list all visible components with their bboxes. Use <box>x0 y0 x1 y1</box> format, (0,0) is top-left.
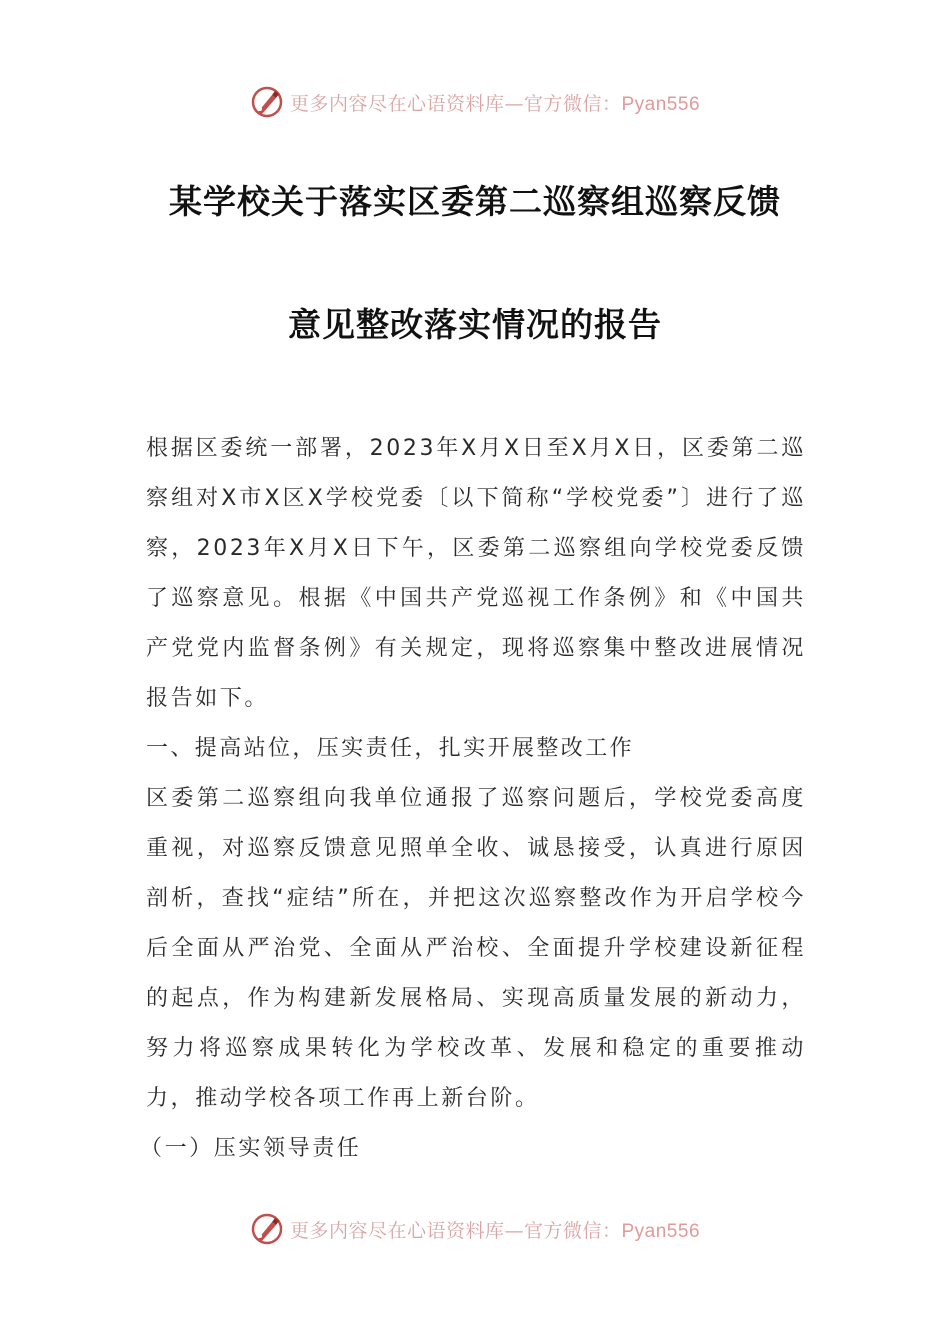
pen-logo-icon <box>250 85 284 119</box>
watermark-footer <box>0 1209 950 1249</box>
document-title-line2: 意见整改落实情况的报告 <box>288 305 662 344</box>
watermark-text <box>290 1216 700 1243</box>
pen-logo-icon <box>250 1212 284 1246</box>
watermark-wechat-id: Pyan556 <box>621 1220 701 1242</box>
watermark-label: 更多内容尽在心语资料库—官方微信： <box>289 1219 622 1242</box>
section-heading: 一、提高站位，压实责任，扎实开展整改工作 <box>146 736 635 761</box>
subsection-heading: （一）压实领导责任 <box>140 1136 362 1161</box>
watermark-header <box>0 82 950 122</box>
watermark-wechat-id: Pyan556 <box>621 93 701 115</box>
section-paragraph: 区委第二巡察组向我单位通报了巡察问题后，学校党委高度重视，对巡察反馈意见照单全收、诚恳接受，认真进行原因剖析，查找“症结”所在，并把这次巡察整改作为开启学校今后全面从严治党、全面从严治校、全面提升学校建设新征程的起点，作为构建新发展格局、实现高质量发展的新动力，努力将巡察成果转化为学校改革、发展和稳定的重要推动力，推动学校各项工作再上新台阶。 <box>146 786 806 1111</box>
intro-paragraph: 根据区委统一部署，2023年X月X日至X月X日，区委第二巡察组对X市X区X学校党委〔以下简称“学校党委”〕进行了巡察，2023年X月X日下午，区委第二巡察组向学校党委反馈了巡察意见。根据《中国共产党巡视工作条例》和《中国共产党党内监督条例》有关规定，现将巡察集中整改进展情况报告如下。 <box>146 436 806 711</box>
document-title-line1: 某学校关于落实区委第二巡察组巡察反馈 <box>169 182 781 221</box>
watermark-label: 更多内容尽在心语资料库—官方微信： <box>289 92 622 115</box>
document-body <box>140 424 806 1174</box>
watermark-text <box>290 89 700 116</box>
